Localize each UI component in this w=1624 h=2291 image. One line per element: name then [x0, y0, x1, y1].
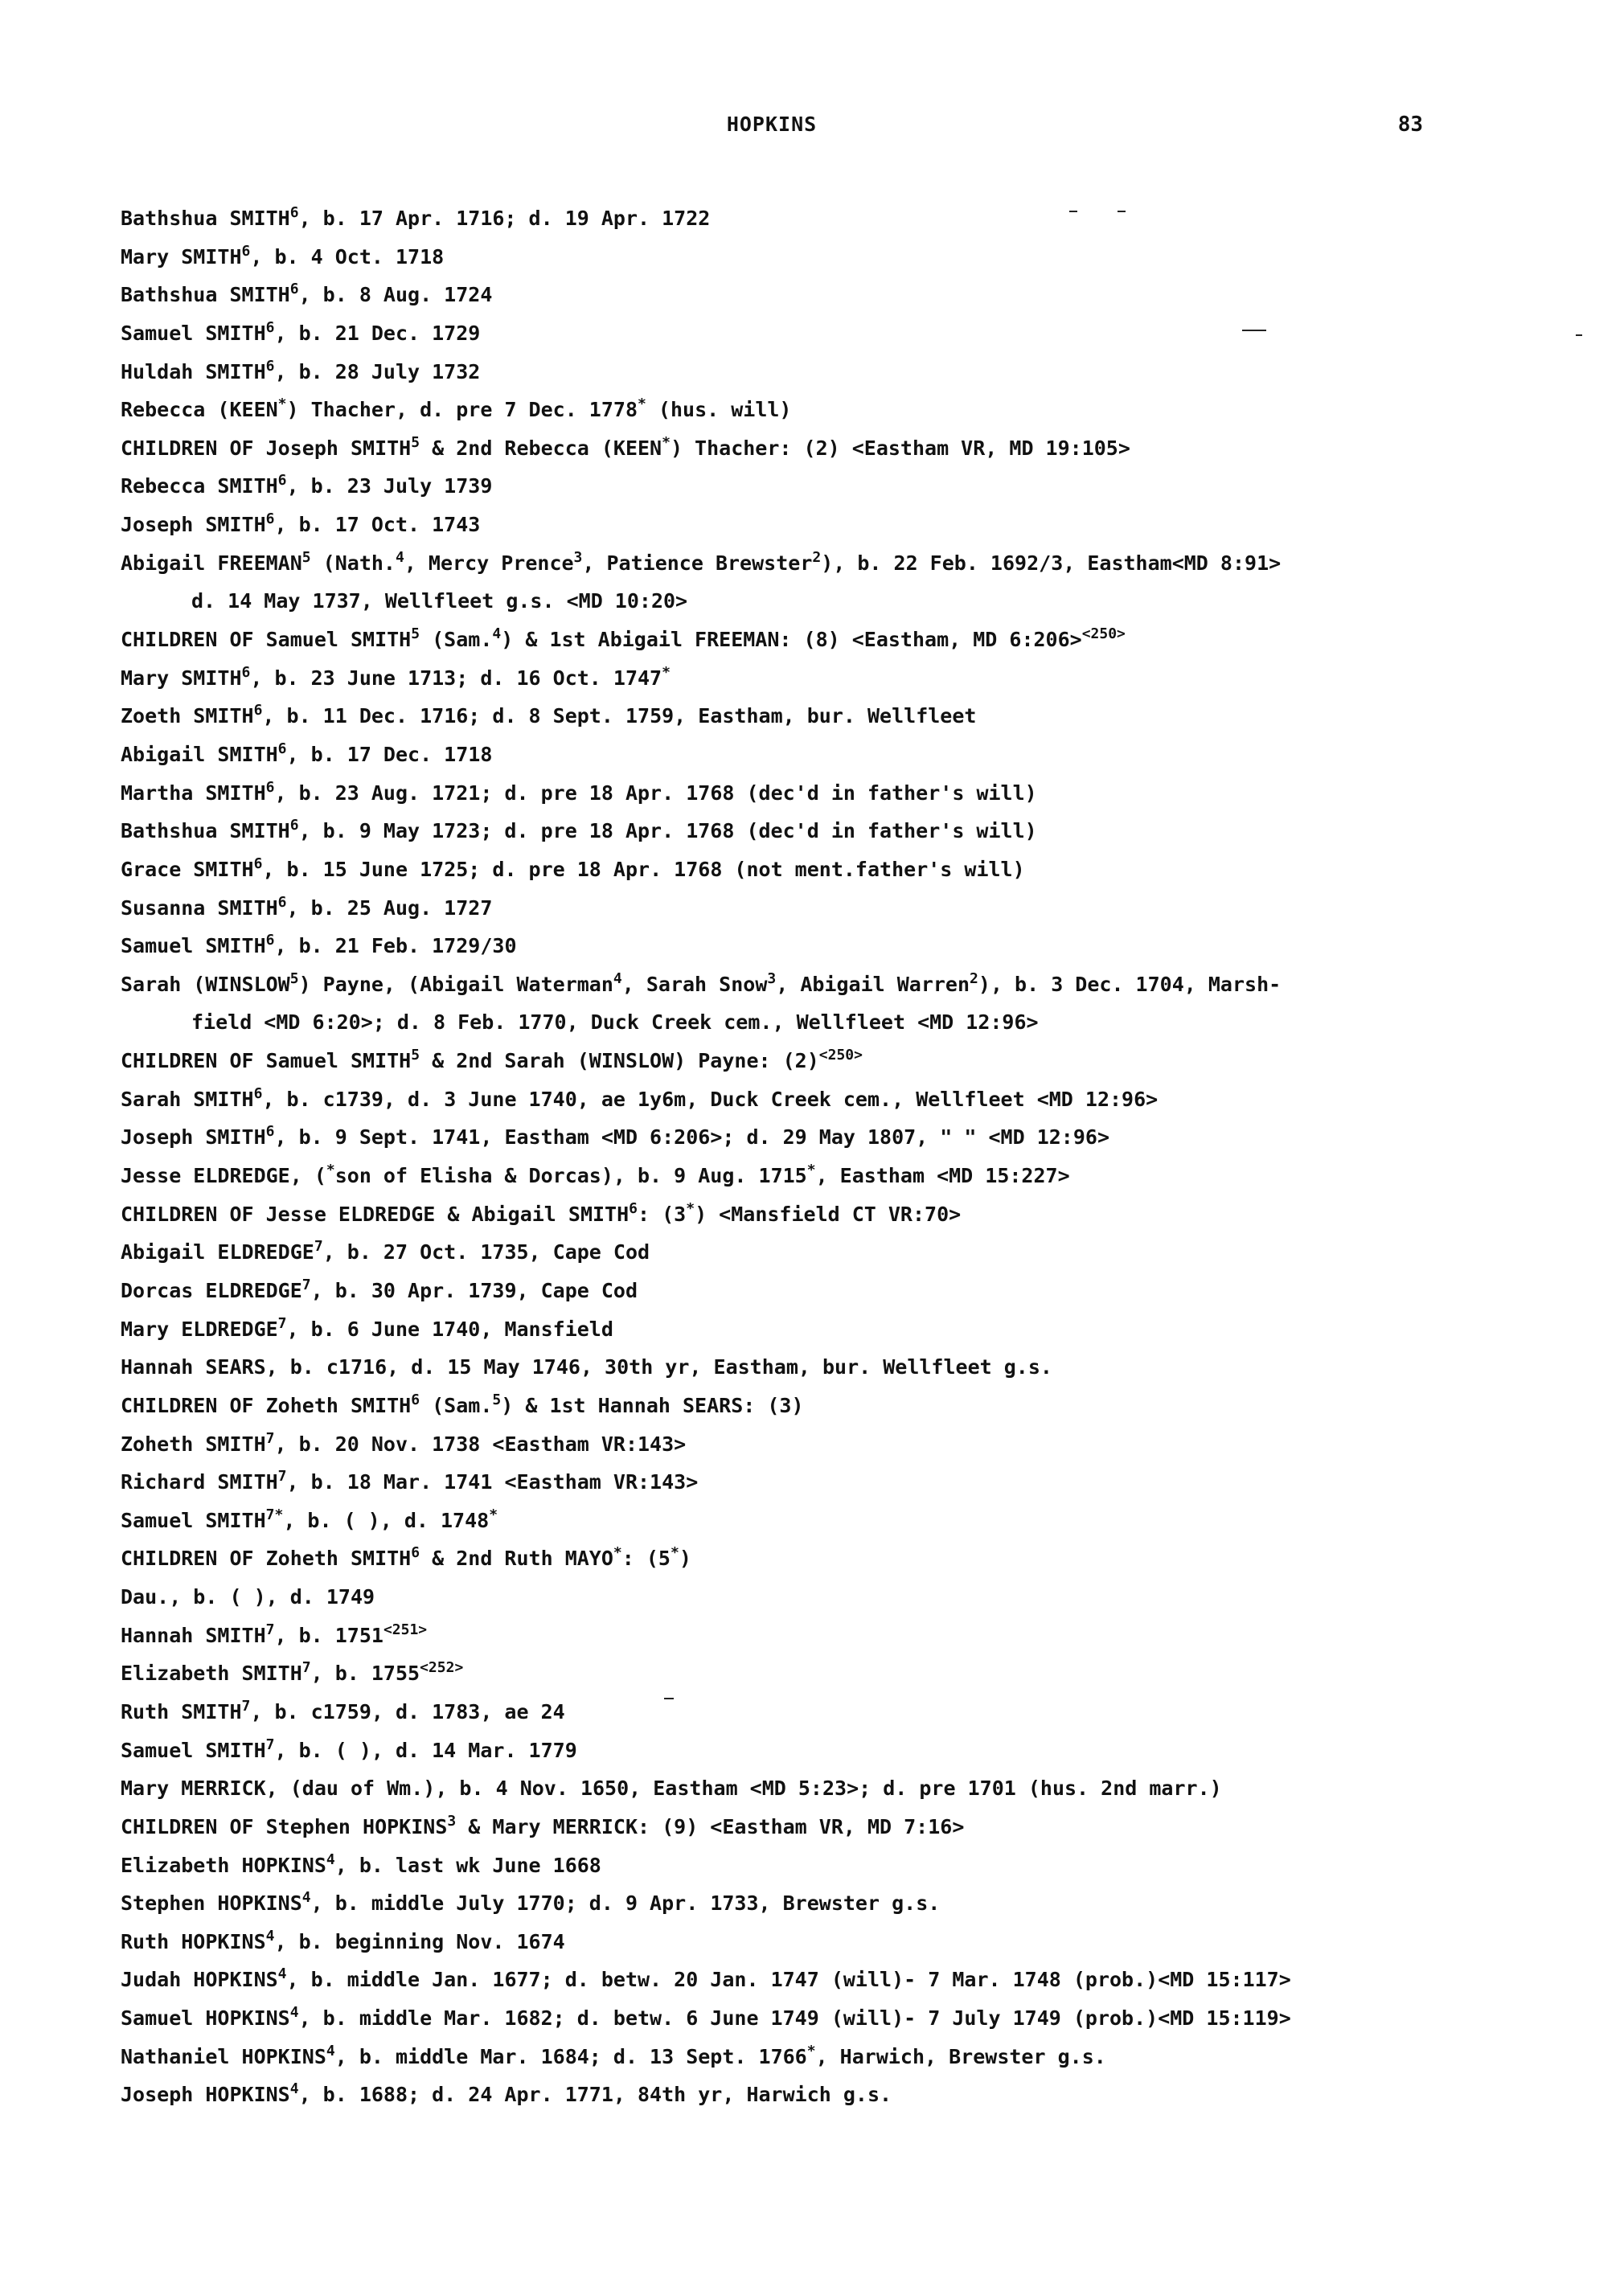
entry-line: Nathaniel HOPKINS$^4$, b. middle Mar. 1684; d. 13 Sept. 1766*, Harwich, Brewster g.s. [121, 2042, 1106, 2068]
superscript: 6 [241, 242, 251, 260]
entry-line: Ruth SMITH$^7$, b. c1759, d. 1783, ae 24 [121, 1698, 565, 1723]
genealogy-entries [121, 199, 1439, 2114]
entry-line: Abigail SMITH$^6$, b. 17 Dec. 1718 [121, 740, 493, 766]
entry-line: Bathshua SMITH$^6$, b. 9 May 1723; d. pre 18 Apr. 1768 (dec'd in father's will) [121, 817, 1037, 843]
superscript: * [662, 663, 671, 681]
entry-line: Joseph SMITH$^6$, b. 17 Oct. 1743 [121, 510, 481, 537]
entry-line: Joseph HOPKINS$^4$, b. 1688; d. 24 Apr. 1771, 84th yr, Harwich g.s. [121, 2080, 892, 2107]
superscript: * [662, 433, 671, 451]
entry-line: Bathshua SMITH$^6$, b. 8 Aug. 1724 [121, 281, 493, 307]
entry-line: Zoeth SMITH$^6$, b. 11 Dec. 1716; d. 8 Sept. 1759, Eastham, bur. Wellfleet [121, 702, 977, 728]
entry-line: Rebecca SMITH$^6$, b. 23 July 1739 [121, 472, 493, 498]
superscript: 6 [253, 855, 263, 872]
superscript: <251> [383, 1621, 428, 1638]
superscript: 4 [289, 2004, 299, 2022]
superscript: 4 [613, 969, 622, 987]
superscript: 6 [411, 1544, 420, 1562]
superscript: 6 [253, 702, 263, 719]
superscript: 7 [277, 1314, 287, 1332]
entry-line: Mary SMITH$^6$, b. 4 Oct. 1718 [121, 242, 445, 268]
entry-line: Mary ELDREDGE$^7$, b. 6 June 1740, Mansfield [121, 1314, 613, 1341]
entry-line: Sarah SMITH$^6$, b. c1739, d. 3 June 1740, ae 1y6m, Duck Creek cem., Wellfleet <MD 12:96> [121, 1084, 1159, 1111]
entry-line: Joseph SMITH$^6$, b. 9 Sept. 1741, Eastham <MD 6:206>; d. 29 May 1807, " " <MD 12:96> [121, 1123, 1110, 1150]
entry-line: CHILDREN OF Stephen HOPKINS$^3$ & Mary MERRICK: (9) <Eastham VR, MD 7:16> [121, 1813, 965, 1838]
entry-line: Huldah SMITH$^6$, b. 28 July 1732 [121, 357, 481, 383]
entry-line: Ruth HOPKINS$^4$, b. beginning Nov. 1674 [121, 1927, 565, 1953]
entry-continuation-line: d. 14 May 1737, Wellfleet g.s. <MD 10:20> [191, 589, 688, 613]
entry-line: Abigail FREEMAN$^5$ (Nath.$^4$, Mercy Prence$^3$, Patience Brewster$^2$), b. 22 Feb. 1692/3, Eastham<MD 8:91> [121, 548, 1282, 575]
entry-line: CHILDREN OF Zoheth SMITH$^6$ (Sam.$^5$) & 1st Hannah SEARS: (3) [121, 1391, 804, 1417]
superscript: 4 [395, 548, 404, 566]
entry-line: Samuel HOPKINS$^4$, b. middle Mar. 1682; d. betw. 6 June 1749 (will)- 7 July 1749 (prob.)<MD 15:119> [121, 2004, 1291, 2031]
superscript: 3 [447, 1813, 457, 1830]
entry-line: CHILDREN OF Samuel SMITH$^5$ & 2nd Sarah (WINSLOW) Payne: $(2)^{<250>}$ [121, 1047, 863, 1073]
superscript: 7* [265, 1506, 284, 1523]
scan-mark [1576, 334, 1582, 336]
superscript: 6 [289, 817, 299, 834]
superscript: 7 [314, 1238, 323, 1256]
superscript: 6 [265, 357, 275, 375]
entry-line: Martha SMITH$^6$, b. 23 Aug. 1721; d. pre 18 Apr. 1768 (dec'd in father's will) [121, 778, 1037, 805]
superscript: 6 [265, 1123, 275, 1141]
superscript: 4 [289, 2080, 299, 2098]
superscript: * [686, 1199, 695, 1217]
entry-line: Mary MERRICK, (dau of Wm.), b. 4 Nov. 1650, Eastham <MD 5:23>; d. pre 1701 (hus. 2nd marr.) [121, 1777, 1222, 1801]
page-header [121, 113, 1423, 145]
superscript: 6 [629, 1199, 638, 1217]
superscript: 6 [265, 319, 275, 337]
entry-line: Jesse ELDREDGE, (*son of Elisha & Dorcas), b. 9 Aug. 1715*, Eastham <MD 15:227> [121, 1162, 1070, 1188]
superscript: 4 [326, 2042, 335, 2059]
superscript: 3 [573, 548, 583, 566]
superscript: 5 [411, 625, 420, 643]
entry-line: Judah HOPKINS$^4$, b. middle Jan. 1677; d. betw. 20 Jan. 1747 (will)- 7 Mar. 1748 (prob.)<MD 15:117> [121, 1965, 1291, 1992]
scan-mark [1069, 211, 1077, 212]
superscript: 7 [241, 1698, 251, 1715]
superscript: 7 [277, 1468, 287, 1486]
superscript: 7 [265, 1429, 275, 1447]
entry-line: CHILDREN OF Jesse ELDREDGE & Abigail SMITH$^6$: (3*) <Mansfield CT VR:70> [121, 1199, 962, 1226]
superscript: <250> [1081, 625, 1126, 643]
entry-line: Zoheth SMITH$^7$, b. 20 Nov. 1738 <Eastham VR:143> [121, 1429, 687, 1456]
scan-mark [1242, 330, 1266, 331]
superscript: 5 [492, 1391, 502, 1408]
superscript: 6 [277, 740, 287, 758]
superscript: * [638, 395, 646, 413]
entry-line: Richard SMITH$^7$, b. 18 Mar. 1741 <Eastham VR:143> [121, 1468, 699, 1494]
entry-line: Rebecca (KEEN*) Thacher, d. pre 7 Dec. 1778* (hus. will) [121, 395, 792, 422]
superscript: * [489, 1506, 498, 1523]
superscript: * [670, 1544, 679, 1562]
superscript: 4 [326, 1850, 335, 1868]
entry-line: Samuel SMITH$^6$, b. 21 Dec. 1729 [121, 319, 481, 345]
superscript: 7 [301, 1277, 311, 1294]
superscript: 6 [265, 510, 275, 528]
entry-line: Samuel $SMITH^{7*}$, b. ( ), d. 1748* [121, 1506, 498, 1532]
entry-line: CHILDREN OF Zoheth SMITH$^6$ & 2nd Ruth MAYO*: (5*) [121, 1544, 691, 1571]
superscript: * [277, 395, 287, 413]
superscript: 7 [265, 1736, 275, 1753]
entry-line: Elizabeth HOPKINS$^4$, b. last wk June 1668 [121, 1850, 601, 1877]
entry-line: Samuel SMITH$^7$, b. ( ), d. 14 Mar. 1779 [121, 1736, 577, 1762]
superscript: 4 [492, 625, 502, 643]
entry-line: Stephen HOPKINS$^4$, b. middle July 1770; d. 9 Apr. 1733, Brewster g.s. [121, 1889, 941, 1916]
superscript: 6 [277, 893, 287, 911]
entry-line: CHILDREN OF Joseph SMITH$^5$ & 2nd Rebecca (KEEN*) Thacher: (2) <Eastham VR, MD 19:105> [121, 433, 1130, 460]
entry-line: Elizabeth SMITH$^7$, b. $1755^{<252>}$ [121, 1659, 464, 1686]
scan-mark [664, 1698, 674, 1699]
superscript: 7 [265, 1621, 275, 1638]
entry-line: Dorcas ELDREDGE$^7$, b. 30 Apr. 1739, Cape Cod [121, 1277, 638, 1302]
superscript: 4 [301, 1889, 311, 1907]
superscript: 6 [289, 281, 299, 298]
superscript: 6 [265, 932, 275, 949]
superscript: 2 [812, 548, 822, 566]
entry-line: Mary SMITH$^6$, b. 23 June 1713; d. 16 Oct. 1747* [121, 663, 671, 690]
superscript: 4 [265, 1927, 275, 1945]
entry-continuation-line: field <MD 6:20>; d. 8 Feb. 1770, Duck Creek cem., Wellfleet <MD 12:96> [191, 1010, 1039, 1035]
running-head: HOPKINS [726, 113, 818, 136]
superscript: 6 [411, 1391, 420, 1408]
superscript: 6 [277, 472, 287, 490]
entry-line: CHILDREN OF Samuel SMITH$^5$ (Sam.$^4$) & 1st Abigail FREEMAN: (8) <Eastham, MD 6:206>$^{<250>}$ [121, 625, 1126, 652]
superscript: 5 [289, 969, 299, 987]
page-number: 83 [1397, 113, 1423, 137]
entry-line: Hannah SEARS, b. c1716, d. 15 May 1746, 30th yr, Eastham, bur. Wellfleet g.s. [121, 1355, 1052, 1379]
entry-line: Sarah (WINSLOW$^5$) Payne, (Abigail Waterman$^4$, Sarah Snow$^3$, Abigail Warren$^2$), b. 3 Dec. 1704, Marsh- [121, 969, 1282, 996]
superscript: * [806, 2042, 816, 2059]
entry-line: Hannah SMITH$^7$, b. $1751^{<251>}$ [121, 1621, 428, 1647]
entry-line: Grace SMITH$^6$, b. 15 June 1725; d. pre 18 Apr. 1768 (not ment.father's will) [121, 855, 1025, 881]
superscript: * [326, 1162, 335, 1179]
entry-line: Abigail ELDREDGE$^7$, b. 27 Oct. 1735, Cape Cod [121, 1238, 650, 1264]
entry-line: Samuel SMITH$^6$, b. 21 Feb. 1729/30 [121, 932, 517, 958]
superscript: 2 [970, 969, 978, 987]
superscript: 7 [301, 1659, 311, 1677]
superscript: <250> [818, 1047, 863, 1064]
superscript: 4 [277, 1965, 287, 1983]
superscript: 6 [265, 778, 275, 796]
superscript: * [806, 1162, 816, 1179]
entry-line: Dau., b. ( ), d. 1749 [121, 1585, 375, 1609]
superscript: 3 [767, 969, 777, 987]
entry-line: Susanna SMITH$^6$, b. 25 Aug. 1727 [121, 893, 493, 920]
scan-mark [1118, 211, 1126, 212]
superscript: 5 [411, 1047, 420, 1064]
superscript: 6 [241, 663, 251, 681]
superscript: 5 [411, 433, 420, 451]
superscript: 5 [301, 548, 311, 566]
superscript: 6 [289, 204, 299, 222]
entry-line: Bathshua SMITH$^6$, b. 17 Apr. 1716; d. 19 Apr. 1722 [121, 204, 711, 230]
superscript: * [613, 1544, 622, 1562]
superscript: 6 [253, 1084, 263, 1102]
superscript: <252> [420, 1659, 464, 1677]
